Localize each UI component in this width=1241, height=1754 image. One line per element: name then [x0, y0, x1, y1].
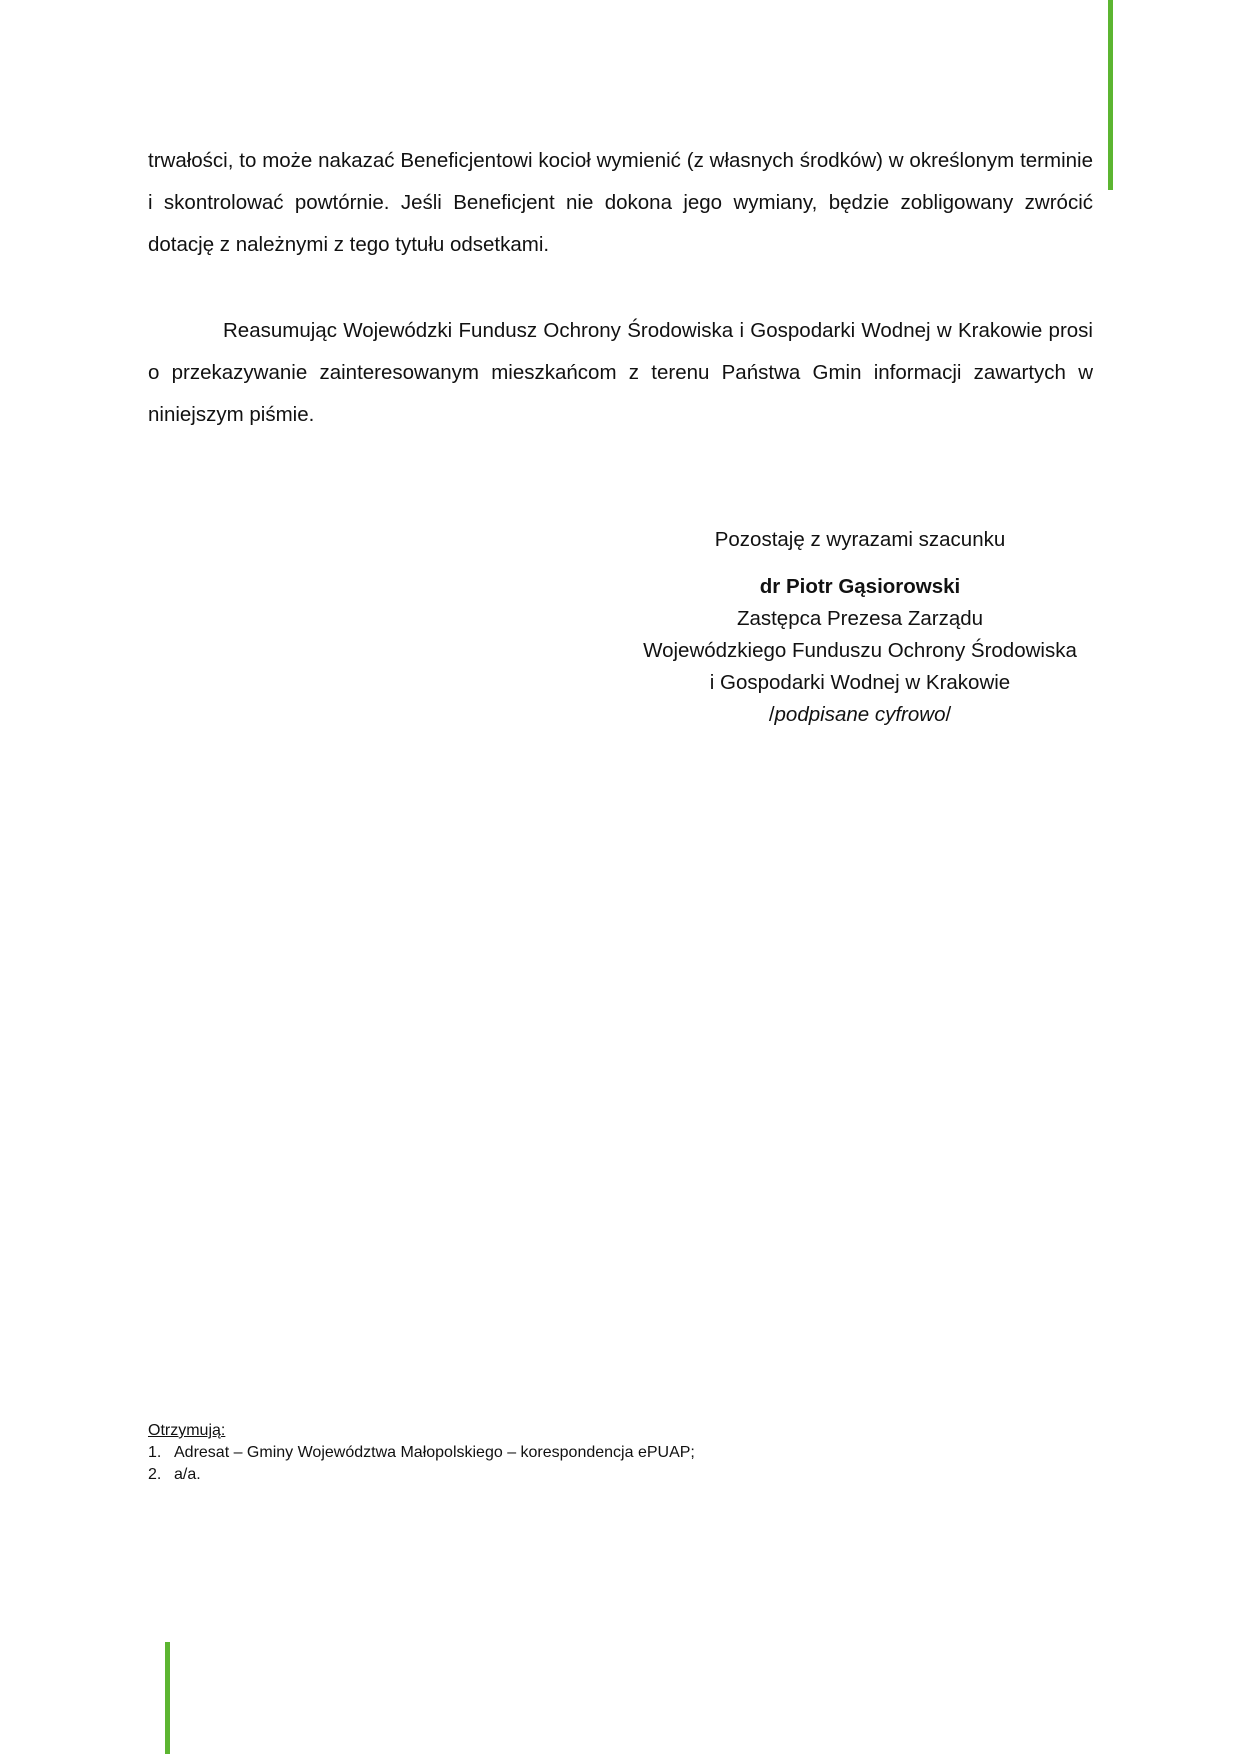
signatory-position: Zastępca Prezesa Zarządu	[736, 607, 984, 630]
signature-note-text: podpisane cyfrowo	[774, 703, 946, 726]
signature-block	[620, 571, 1100, 731]
accent-bar-bottom	[165, 1642, 170, 1754]
list-item	[148, 1464, 848, 1486]
recipients-heading: Otrzymują:	[148, 1422, 226, 1439]
signatory-organization-line-2: i Gospodarki Wodnej w Krakowie	[709, 671, 1011, 694]
list-item-number: 1.	[148, 1444, 162, 1461]
signatory-name: dr Piotr Gąsiorowski	[759, 575, 961, 598]
body-paragraph-2: Reasumując Wojewódzki Fundusz Ochrony Środowiska i Gospodarki Wodnej w Krakowie prosi o przekazywanie zainteresowanym mieszkańcom z terenu Państwa Gmin informacji zawartych w niniejszym piśmie.	[148, 319, 1093, 426]
signature-note-suffix: /	[945, 703, 952, 726]
signature-note	[620, 699, 1100, 731]
list-item-number: 2.	[148, 1466, 162, 1483]
recipients-section	[148, 1420, 848, 1486]
signature-note-prefix: /	[768, 703, 775, 726]
list-item	[148, 1442, 848, 1464]
list-item-text: Adresat – Gminy Województwa Małopolskiego – korespondencja ePUAP;	[174, 1444, 695, 1461]
accent-bar-top	[1108, 0, 1113, 190]
closing-phrase: Pozostaję z wyrazami szacunku	[714, 528, 1006, 551]
signatory-organization-line-1: Wojewódzkiego Funduszu Ochrony Środowiska	[643, 639, 1077, 662]
recipients-list	[148, 1442, 848, 1486]
list-item-text: a/a.	[174, 1466, 201, 1483]
body-paragraph-1: trwałości, to może nakazać Beneficjentowi kocioł wymienić (z własnych środków) w określonym terminie i skontrolować powtórnie. Jeśli Beneficjent nie dokona jego wymiany, będzie zobligowany zwrócić dotację z należnymi z tego tytułu odsetkami.	[148, 149, 1093, 256]
